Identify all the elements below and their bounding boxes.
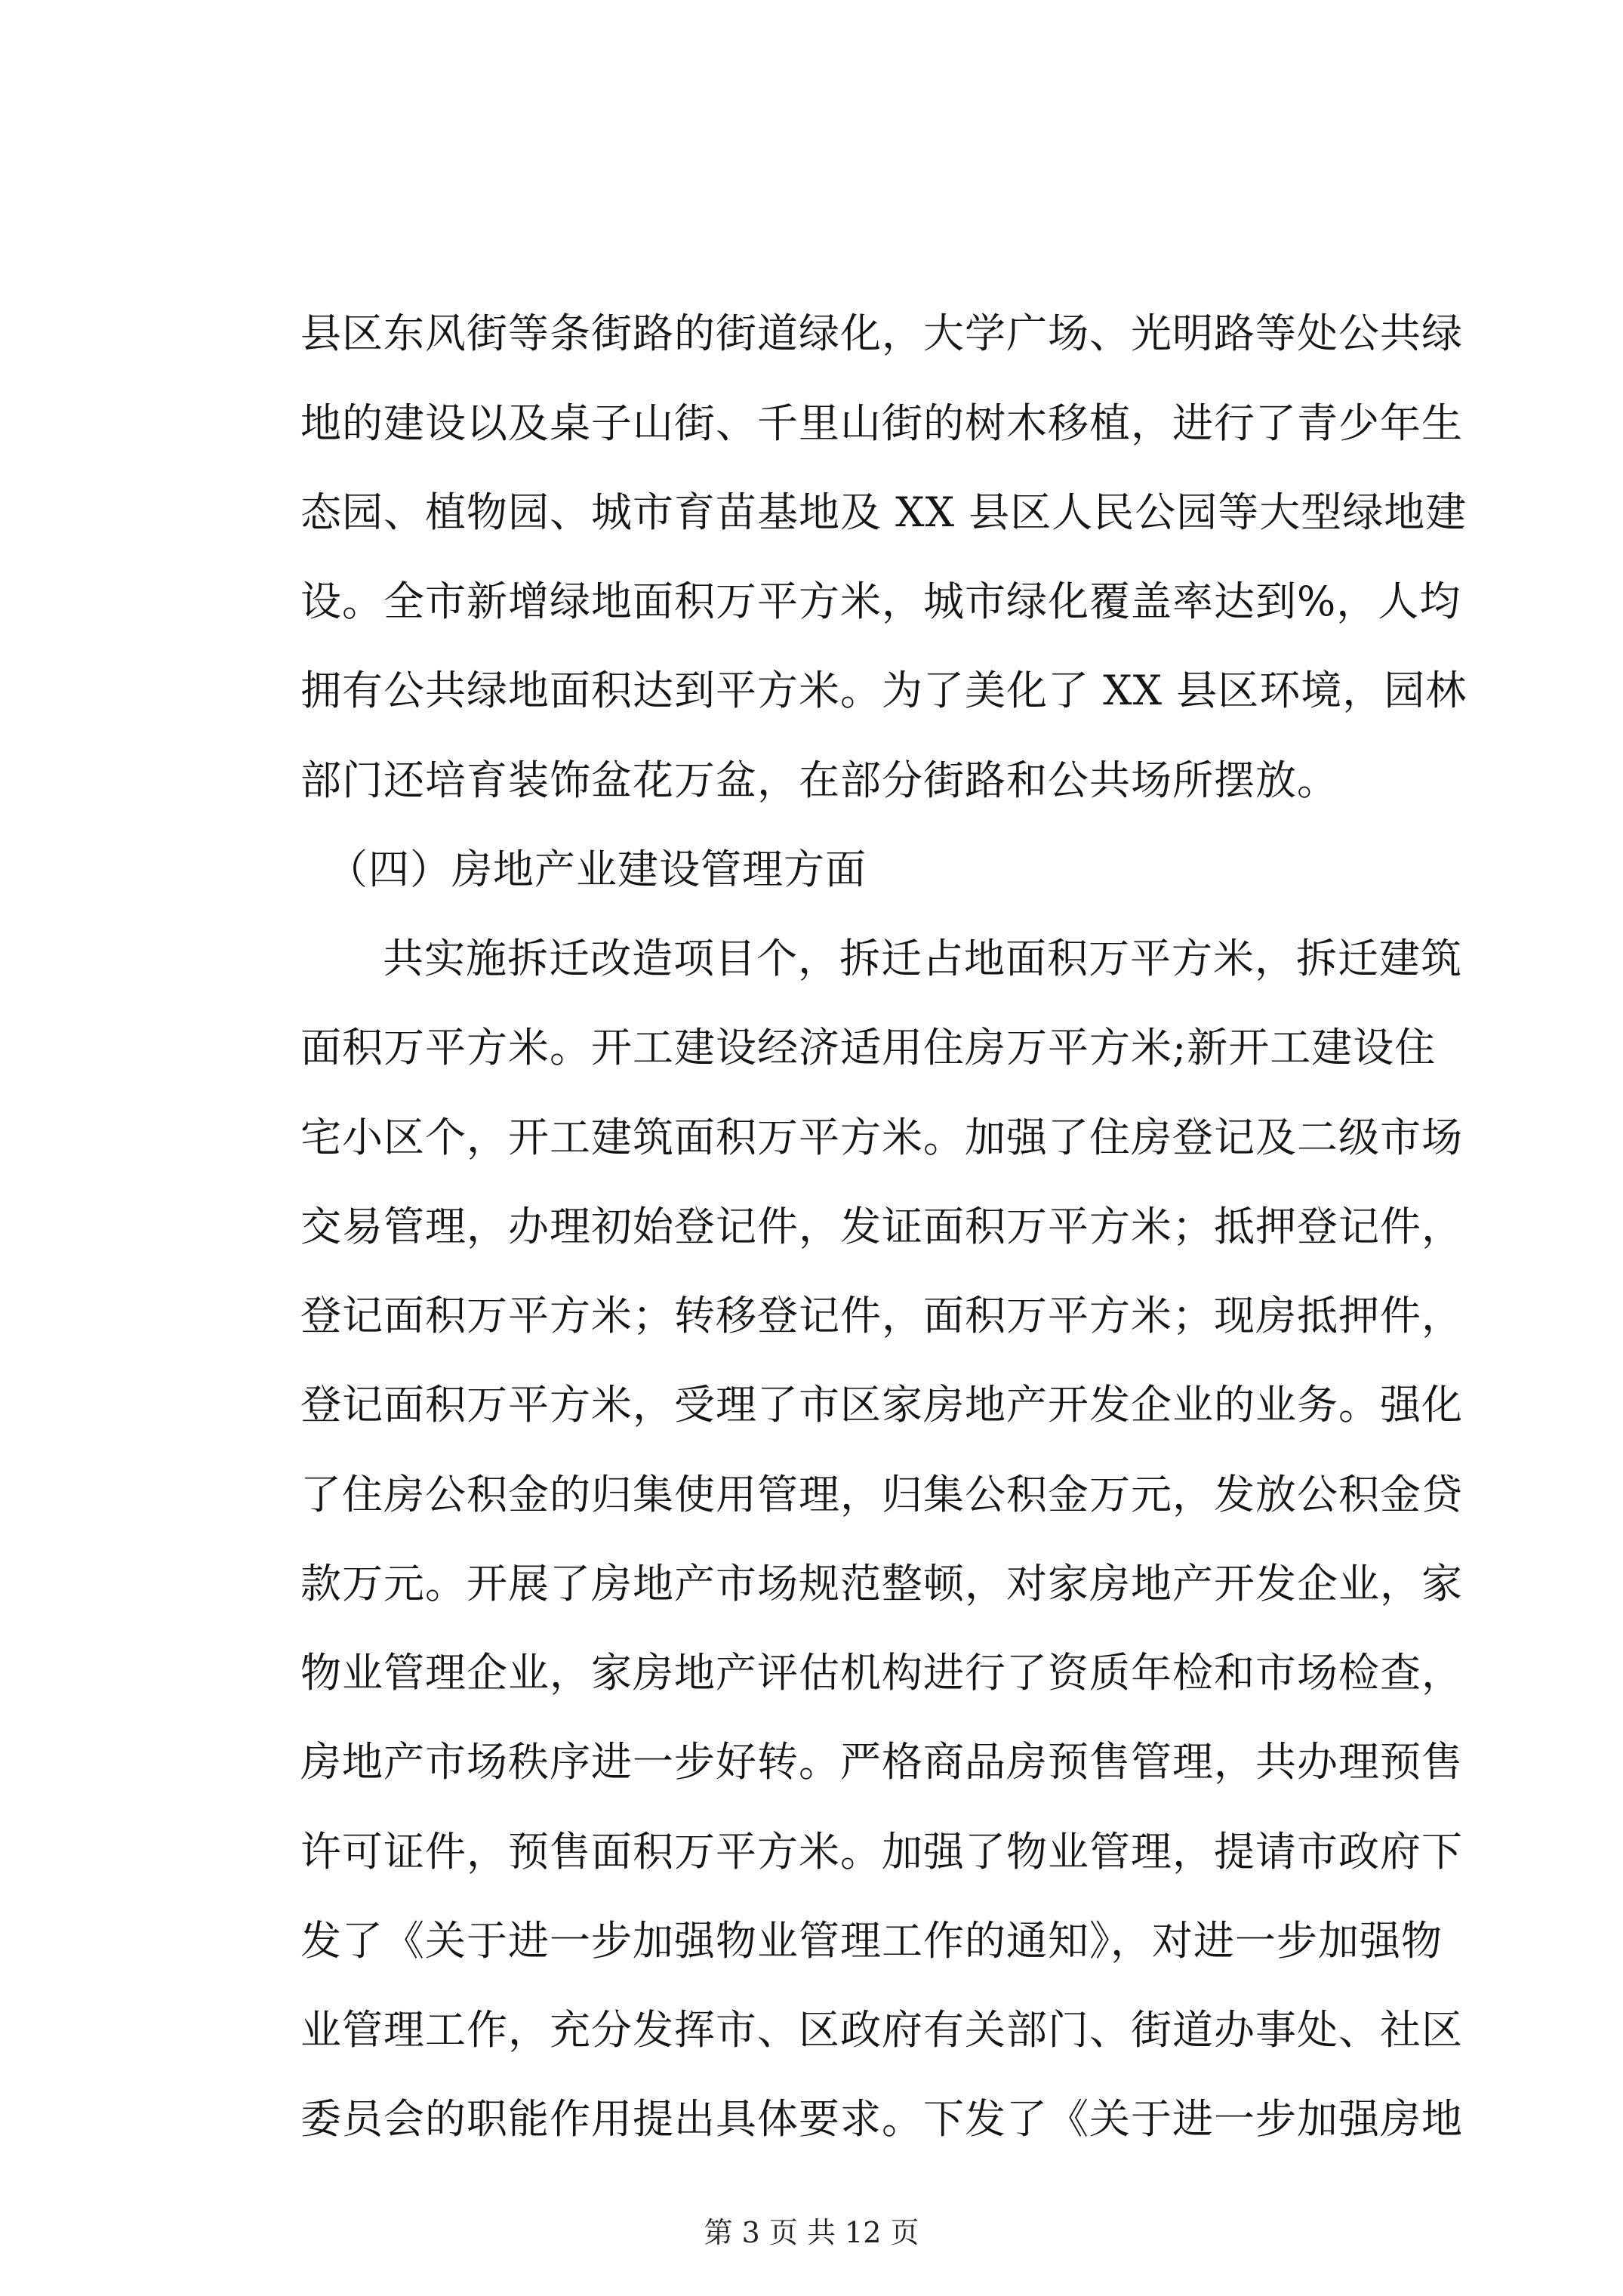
text-line: 许可证件，预售面积万平方米。加强了物业管理，提请市政府下 xyxy=(300,1828,1463,1875)
text-line: 地的建设以及桌子山街、千里山街的树木移植，进行了青少年生 xyxy=(300,399,1463,447)
text-line: 委员会的职能作用提出具体要求。下发了《关于进一步加强房地 xyxy=(300,2095,1463,2143)
section-heading: （四）房地产业建设管理方面 xyxy=(327,846,867,893)
page-footer: 第 3 页 共 12 页 xyxy=(704,2216,919,2249)
text-line xyxy=(300,936,1462,982)
text-line: 了住房公积金的归集使用管理，归集公积金万元，发放公积金贷 xyxy=(300,1471,1463,1518)
text-line: 交易管理，办理初始登记件，发证面积万平方米；抵押登记件， xyxy=(300,1203,1463,1250)
text-line: 登记面积万平方米；转移登记件，面积万平方米；现房抵押件， xyxy=(300,1292,1463,1339)
text-line: 部门还培育装饰盆花万盆，在部分街路和公共场所摆放。 xyxy=(300,757,1338,804)
text-line: 面积万平方米。开工建设经济适用住房万平方米;新开工建设住 xyxy=(300,1024,1437,1071)
text-line: 设。全市新增绿地面积万平方米，城市绿化覆盖率达到%，人均 xyxy=(300,578,1461,625)
text-line: 宅小区个，开工建筑面积万平方米。加强了住房登记及二级市场 xyxy=(300,1114,1463,1161)
text-line: 县区东风街等条街路的街道绿化，大学广场、光明路等处公共绿 xyxy=(300,310,1463,357)
text-line: 发了《关于进一步加强物业管理工作的通知》，对进一步加强物 xyxy=(300,1917,1443,1965)
text-line: 房地产市场秩序进一步好转。严格商品房预售管理，共办理预售 xyxy=(300,1738,1463,1786)
text-line-content: 共实施拆迁改造项目个，拆迁占地面积万平方米，拆迁建筑 xyxy=(383,935,1462,982)
text-line: 拥有公共绿地面积达到平方米。为了美化了 XX 县区环境，园林 xyxy=(300,667,1467,714)
text-line: 登记面积万平方米，受理了市区家房地产开发企业的业务。强化 xyxy=(300,1381,1463,1428)
text-line: 物业管理企业，家房地产评估机构进行了资质年检和市场检查， xyxy=(300,1649,1463,1697)
text-line: 款万元。开展了房地产市场规范整顿，对家房地产开发企业，家 xyxy=(300,1560,1463,1607)
text-line: 业管理工作，充分发挥市、区政府有关部门、街道办事处、社区 xyxy=(300,2006,1463,2054)
text-line: 态园、植物园、城市育苗基地及 XX 县区人民公园等大型绿地建 xyxy=(300,488,1467,536)
